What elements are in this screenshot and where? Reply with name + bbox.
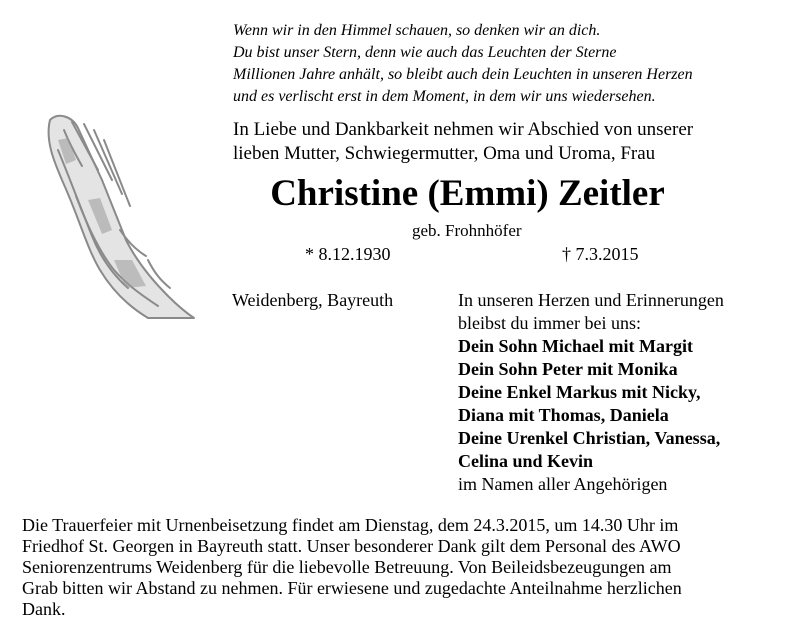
mourner-name: Dein Sohn Peter mit Monika [458,359,678,379]
mourner-name: Deine Urenkel Christian, Vanessa, [458,428,721,448]
poem-line: Millionen Jahre anhält, so bleibt auch dein Leuchten in unseren Herzen [233,66,693,83]
intro-line: In Liebe und Dankbarkeit nehmen wir Abschied von unserer [233,119,694,140]
maiden-name: geb. Frohnhöfer [412,221,522,240]
birth-date: * 8.12.1930 [305,244,391,264]
mourner-name: Deine Enkel Markus mit Nicky, [458,382,701,402]
poem-line: und es verlischt erst in dem Moment, in dem wir uns wiedersehen. [233,88,656,105]
praying-hands-icon [28,110,198,320]
intro-text [233,118,693,166]
poem-line: Du bist unser Stern, denn wie auch das Leuchten der Sterne [233,44,617,61]
mourner-name: Dein Sohn Michael mit Margit [458,336,693,356]
funeral-line: Grab bitten wir Abstand zu nehmen. Für erwiesene und zugedachte Anteilnahme herzlichen [22,578,682,598]
intro-line: lieben Mutter, Schwiegermutter, Oma und Uroma, Frau [233,143,656,164]
mourners-intro-line: In unseren Herzen und Erinnerungen [458,290,724,310]
mourner-name: Celina und Kevin [458,451,594,471]
funeral-line: Die Trauerfeier mit Urnenbeisetzung findet am Dienstag, dem 24.3.2015, um 14.30 Uhr im [22,515,679,535]
funeral-line: Friedhof St. Georgen in Bayreuth statt. Unser besonderer Dank gilt dem Personal des AWO [22,536,681,556]
death-date: † 7.3.2015 [562,244,639,264]
funeral-line: Seniorenzentrums Weidenberg für die liebevolle Betreuung. Von Beileidsbezeugungen am [22,557,672,577]
mourners-closing: im Namen aller Angehörigen [458,474,668,494]
poem [233,20,793,108]
mourners-intro-line: bleibst du immer bei uns: [458,313,641,333]
mourner-name: Diana mit Thomas, Daniela [458,405,669,425]
deceased-name: Christine (Emmi) Zeitler [270,173,665,214]
mourners-block [458,289,724,496]
funeral-line: Dank. [22,599,66,619]
poem-line: Wenn wir in den Himmel schauen, so denken wir an dich. [233,22,601,39]
place: Weidenberg, Bayreuth [232,290,394,310]
funeral-notice [22,515,792,620]
